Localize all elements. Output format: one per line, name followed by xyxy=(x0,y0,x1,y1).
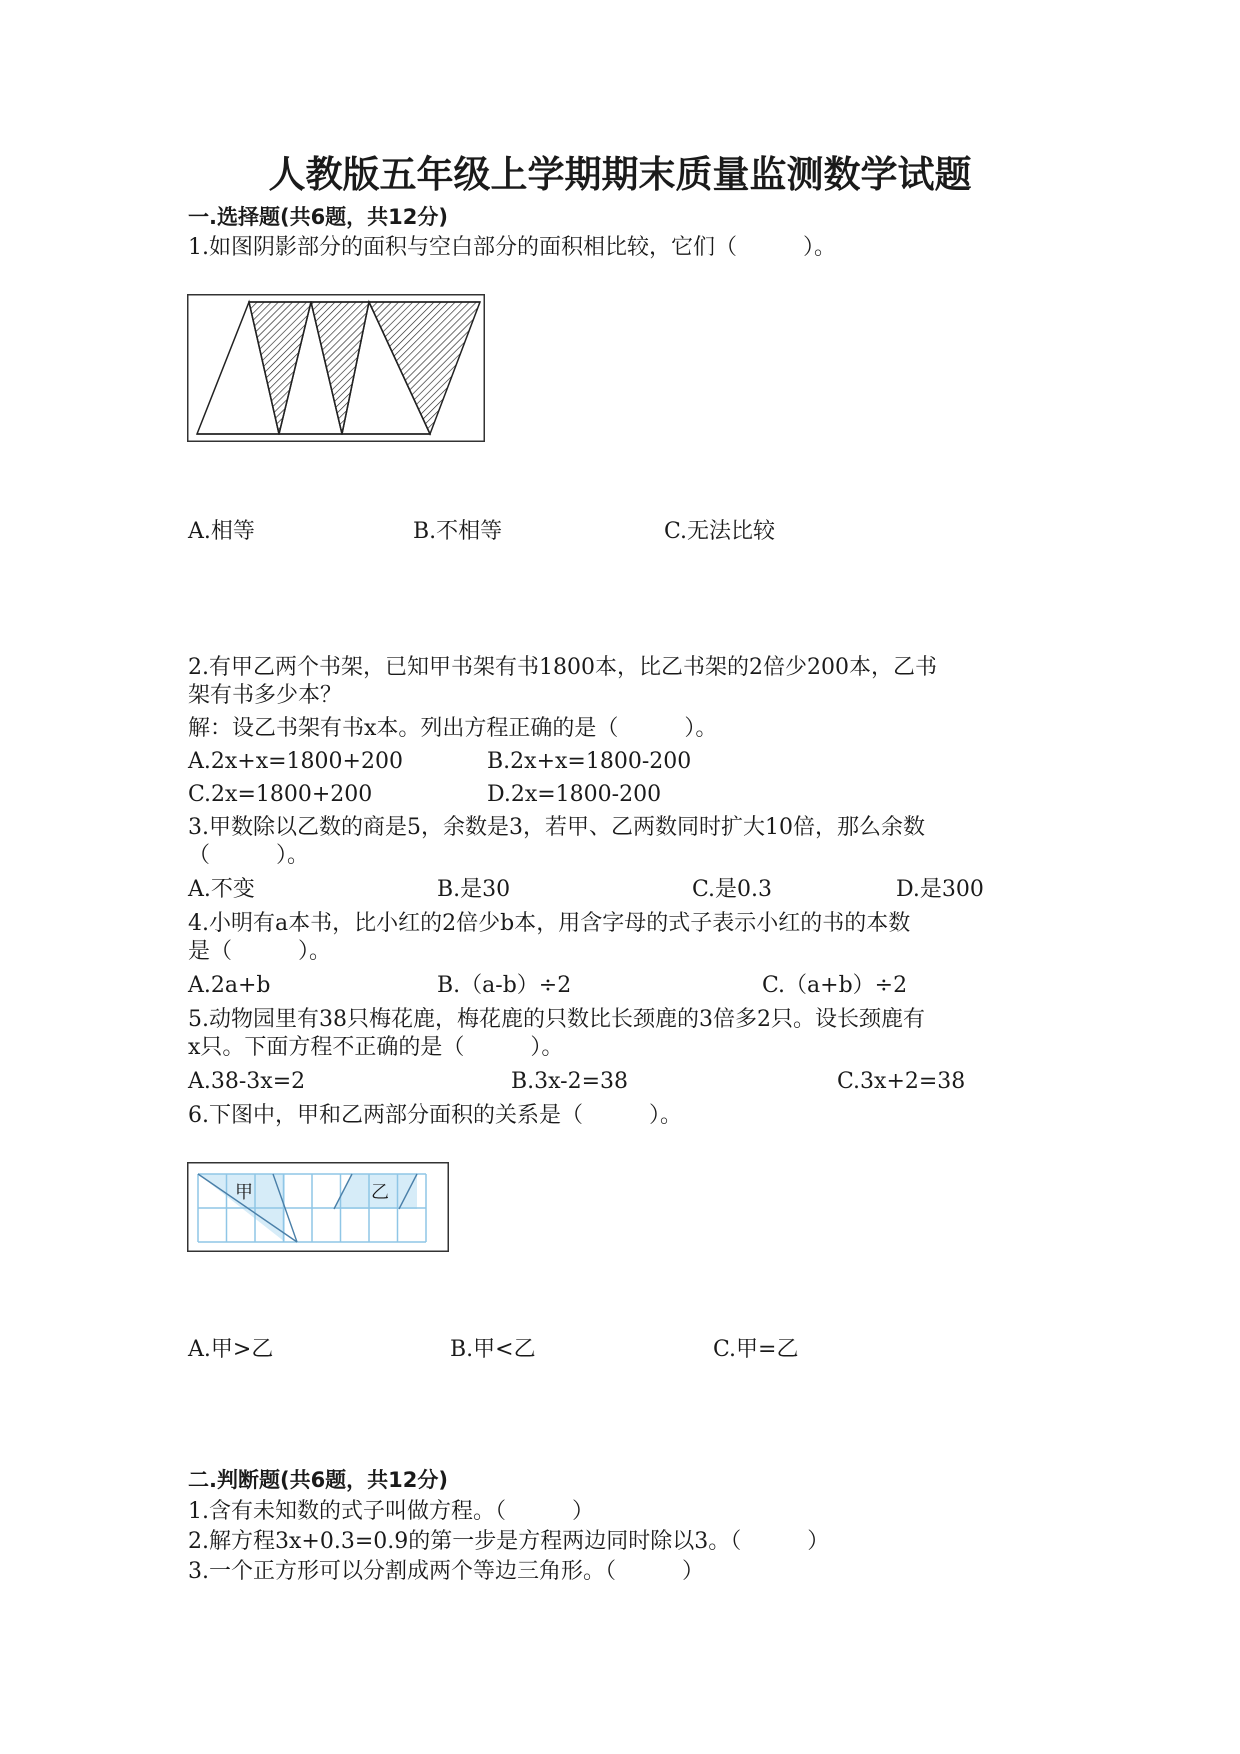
q1-option-b: B.不相等 xyxy=(413,519,503,544)
q2-stem-line2: 架有书多少本？ xyxy=(188,683,343,708)
q4-option-b: B.（a-b）÷2 xyxy=(437,973,572,998)
q1-option-c: C.无法比较 xyxy=(664,519,776,544)
q1-shaded-triangle-3 xyxy=(369,302,480,434)
q3-stem-line2: （ ）。 xyxy=(188,843,310,868)
q1-figure-triangles xyxy=(187,294,485,442)
section-1-heading: 一.选择题(共6题，共12分) xyxy=(188,205,449,229)
section-2-heading: 二.判断题(共6题，共12分) xyxy=(188,1468,449,1492)
q2-option-d: D.2x=1800-200 xyxy=(487,782,662,807)
judge-item-3: 3.一个正方形可以分割成两个等边三角形。（ ） xyxy=(188,1559,704,1584)
q5-stem-line2: x只。下面方程不正确的是（ ）。 xyxy=(188,1035,564,1060)
q1-shaded-triangle-2 xyxy=(311,302,369,434)
q5-option-c: C.3x+2=38 xyxy=(837,1069,966,1094)
q6-label-jia: 甲 xyxy=(235,1182,253,1203)
q5-stem-line1: 5.动物园里有38只梅花鹿，梅花鹿的只数比长颈鹿的3倍多2只。设长颈鹿有 xyxy=(188,1007,925,1032)
q3-option-d: D.是300 xyxy=(896,877,984,902)
page-title: 人教版五年级上学期期末质量监测数学试题 xyxy=(268,153,972,196)
q1-option-a: A.相等 xyxy=(188,519,255,544)
q6-label-yi: 乙 xyxy=(371,1182,389,1203)
q2-option-b: B.2x+x=1800-200 xyxy=(487,749,692,774)
q3-stem-line1: 3.甲数除以乙数的商是5，余数是3，若甲、乙两数同时扩大10倍，那么余数 xyxy=(188,815,925,840)
q4-stem-line2: 是（ ）。 xyxy=(188,939,332,964)
q6-option-c: C.甲=乙 xyxy=(713,1337,799,1362)
q5-option-b: B.3x-2=38 xyxy=(511,1069,629,1094)
q1-shaded-triangle-1 xyxy=(249,302,311,434)
q4-option-a: A.2a+b xyxy=(188,973,271,998)
q1-stem: 1.如图阴影部分的面积与空白部分的面积相比较，它们（ ）。 xyxy=(188,235,836,260)
q4-stem-line1: 4.小明有a本书，比小红的2倍少b本，用含字母的式子表示小红的书的本数 xyxy=(188,911,911,936)
q6-stem: 6.下图中，甲和乙两部分面积的关系是（ ）。 xyxy=(188,1103,682,1128)
q6-figure-grid xyxy=(187,1162,449,1252)
q4-option-c: C.（a+b）÷2 xyxy=(762,973,908,998)
q5-option-a: A.38-3x=2 xyxy=(188,1069,306,1094)
q3-option-b: B.是30 xyxy=(437,877,511,902)
q6-option-b: B.甲<乙 xyxy=(450,1337,536,1362)
q6-option-a: A.甲>乙 xyxy=(188,1337,274,1362)
judge-item-1: 1.含有未知数的式子叫做方程。（ ） xyxy=(188,1499,594,1524)
q2-stem-line1: 2.有甲乙两个书架，已知甲书架有书1800本，比乙书架的2倍少200本，乙书 xyxy=(188,655,937,680)
q2-stem-line3: 解：设乙书架有书x本。列出方程正确的是（ ）。 xyxy=(188,716,718,741)
q2-option-c: C.2x=1800+200 xyxy=(188,782,373,807)
q3-option-c: C.是0.3 xyxy=(692,877,773,902)
q3-option-a: A.不变 xyxy=(188,877,255,902)
judge-item-2: 2.解方程3x+0.3=0.9的第一步是方程两边同时除以3。（ ） xyxy=(188,1529,830,1554)
q2-option-a: A.2x+x=1800+200 xyxy=(188,749,403,774)
